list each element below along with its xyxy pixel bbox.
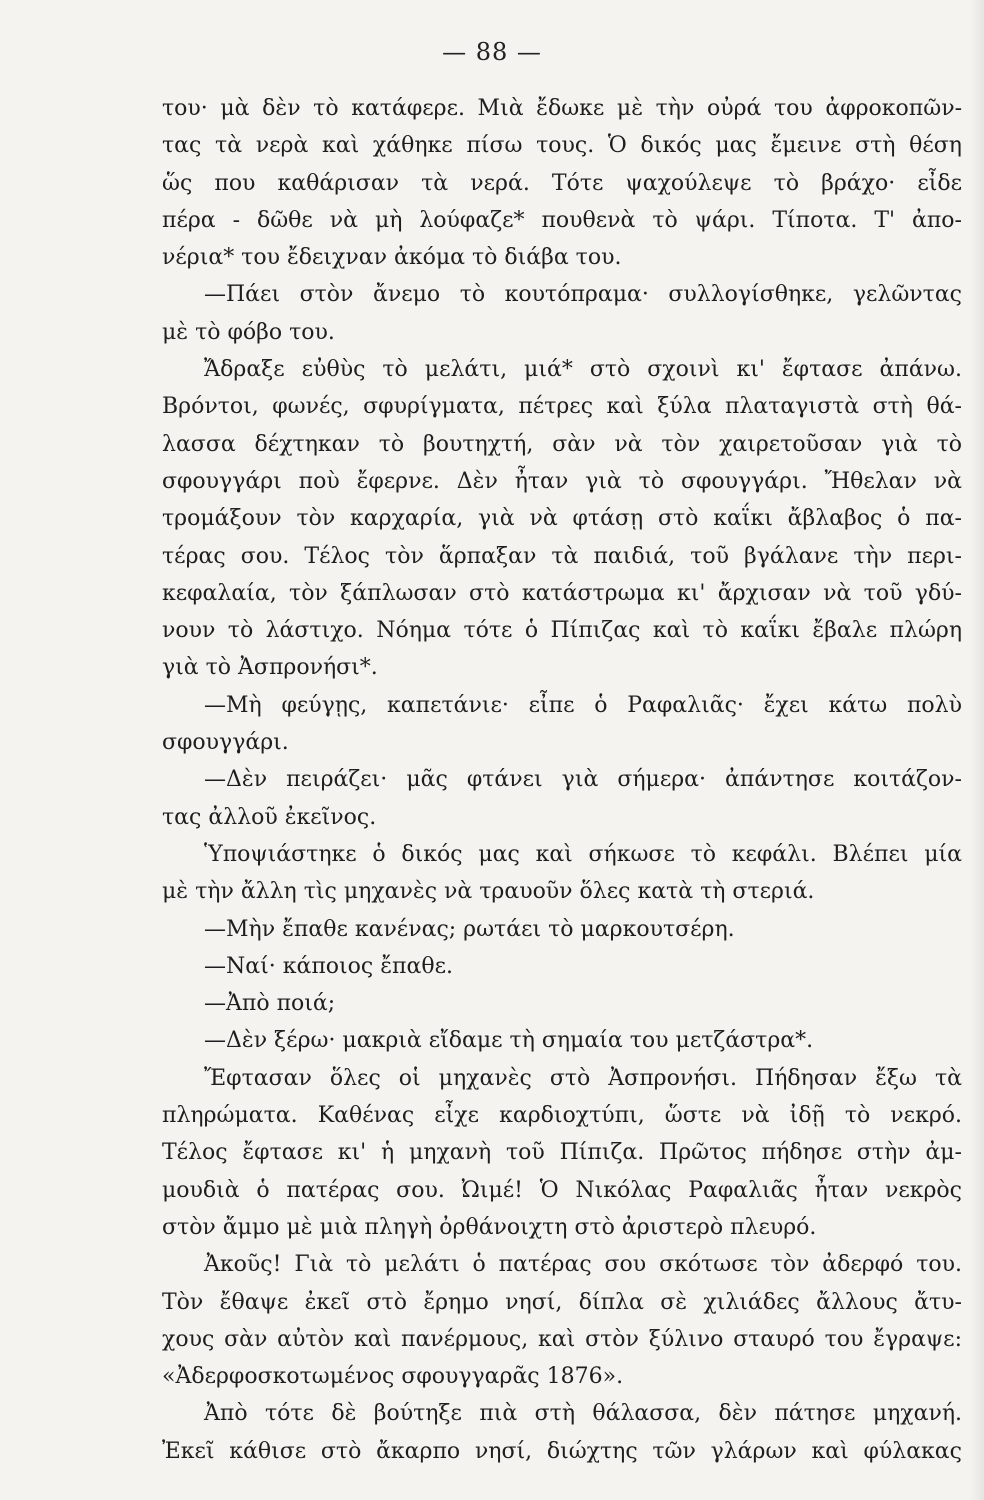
text-line: —Μὴ φεύγῃς, καπετάνιε· εἶπε ὁ Ραφαλιᾶς· ἔχει κάτω πολὺ <box>204 692 962 718</box>
text-line: Ἐκεῖ κάθισε στὸ ἄκαρπο νησί, διώχτης τῶν γλάρων καὶ φύλακας <box>162 1438 962 1464</box>
text-line: χους σὰν αὐτὸν καὶ πανέρμους, καὶ στὸν ξύλινο σταυρό του ἔγραψε: <box>162 1326 962 1352</box>
text-line: λασσα δέχτηκαν τὸ βουτηχτή, σὰν νὰ τὸν χαιρετοῦσαν γιὰ τὸ <box>162 431 962 457</box>
text-line: στὸν ἄμμο μὲ μιὰ πληγὴ ὀρθάνοιχτη στὸ ἀριστερὸ πλευρό. <box>162 1214 817 1240</box>
text-line: μὲ τὸ φόβο του. <box>162 319 335 345</box>
text-line: κεφαλαία, τὸν ξάπλωσαν στὸ κατάστρωμα κι' ἄρχισαν νὰ τοῦ γδύ- <box>162 580 962 606</box>
text-line: μουδιὰ ὁ πατέρας σου. Ὠιμέ! Ὁ Νικόλας Ραφαλιᾶς ἦταν νεκρὸς <box>162 1177 962 1203</box>
text-line: πέρα - δῶθε νὰ μὴ λούφαζε* πουθενὰ τὸ ψάρι. Τίποτα. Τ' ἀπο- <box>162 207 962 233</box>
text-line: Ἄδραξε εὐθὺς τὸ μελάτι, μιά* στὸ σχοινὶ κι' ἔφτασε ἀπάνω. <box>204 357 962 383</box>
text-line: τέρας σου. Τέλος τὸν ἅρπαξαν τὰ παιδιά, τοῦ βγάλανε τὴν περι- <box>162 543 962 569</box>
text-line: μὲ τὴν ἄλλη τὶς μηχανὲς νὰ τραυοῦν ὅλες κατὰ τὴ στεριά. <box>162 879 815 905</box>
text-line: σφουγγάρι. <box>162 730 289 756</box>
text-line: —Ναί· κάποιος ἔπαθε. <box>204 953 453 979</box>
text-line: νέρια* του ἔδειχναν ἀκόμα τὸ διάβα του. <box>162 245 622 271</box>
text-line: του· μὰ δὲν τὸ κατάφερε. Μιὰ ἔδωκε μὲ τὴν οὐρά του ἀφροκοπῶν- <box>162 96 962 121</box>
body-text <box>162 90 962 1470</box>
text-line: τας ἀλλοῦ ἐκεῖνος. <box>162 804 377 830</box>
text-line: —Πάει στὸν ἄνεμο τὸ κουτόπραμα· συλλογίσθηκε, γελῶντας <box>204 282 962 308</box>
text-line: Ὑποψιάστηκε ὁ δικός μας καὶ σήκωσε τὸ κεφάλι. Βλέπει μία <box>204 841 962 867</box>
text-line: γιὰ τὸ Ἀσπρονήσι*. <box>162 655 378 681</box>
text-line: Ἀπὸ τότε δὲ βούτηξε πιὰ στὴ θάλασσα, δὲν πάτησε μηχανή. <box>204 1401 962 1427</box>
text-line: —Ἀπὸ ποιά; <box>204 991 336 1017</box>
text-line: «Ἀδερφοσκοτωμένος σφουγγαρᾶς 1876». <box>162 1364 624 1390</box>
text-line: —Δὲν πειράζει· μᾶς φτάνει γιὰ σήμερα· ἀπάντησε κοιτάζον- <box>204 767 962 793</box>
text-line: ὥς που καθάρισαν τὰ νερά. Τότε ψαχούλεψε τὸ βράχο· εἶδε <box>162 170 962 196</box>
text-line: σφουγγάρι ποὺ ἔφερνε. Δὲν ἦταν γιὰ τὸ σφουγγάρι. Ἤθελαν νὰ <box>162 468 962 494</box>
text-line: Βρόντοι, φωνές, σφυρίγματα, πέτρες καὶ ξύλα πλαταγιστὰ στὴ θά- <box>162 394 962 420</box>
text-line: νουν τὸ λάστιχο. Νόημα τότε ὁ Πίπιζας καὶ τὸ καΐκι ἔβαλε πλώρη <box>162 618 962 644</box>
text-line: Τὸν ἔθαψε ἐκεῖ στὸ ἔρημο νησί, δίπλα σὲ χιλιάδες ἄλλους ἄτυ- <box>162 1289 962 1315</box>
text-line: πληρώματα. Καθένας εἶχε καρδιοχτύπι, ὥστε νὰ ἰδῇ τὸ νεκρό. <box>162 1103 962 1129</box>
text-line: Ἔφτασαν ὅλες οἱ μηχανὲς στὸ Ἀσπρονήσι. Πήδησαν ἔξω τὰ <box>204 1065 962 1091</box>
text-line: Τέλος ἔφτασε κι' ἡ μηχανὴ τοῦ Πίπιζα. Πρῶτος πήδησε στὴν ἀμ- <box>162 1140 962 1166</box>
text-line: —Δὲν ξέρω· μακριὰ εἴδαμε τὴ σημαία του μετζάστρα*. <box>204 1028 814 1054</box>
text-line: —Μὴν ἔπαθε κανένας; ρωτάει τὸ μαρκουτσέρη. <box>204 916 735 942</box>
text-line: τας τὰ νερὰ καὶ χάθηκε πίσω τους. Ὁ δικός μας ἔμεινε στὴ θέση <box>162 133 962 159</box>
text-line: Ἀκοῦς! Γιὰ τὸ μελάτι ὁ πατέρας σου σκότωσε τὸν ἀδερφό του. <box>204 1252 962 1278</box>
page-number: — 88 — <box>442 38 542 66</box>
text-line: τρομάξουν τὸν καρχαρία, γιὰ νὰ φτάσῃ στὸ καΐκι ἄβλαβος ὁ πα- <box>162 506 962 532</box>
page-edge-shadow <box>970 0 984 1500</box>
